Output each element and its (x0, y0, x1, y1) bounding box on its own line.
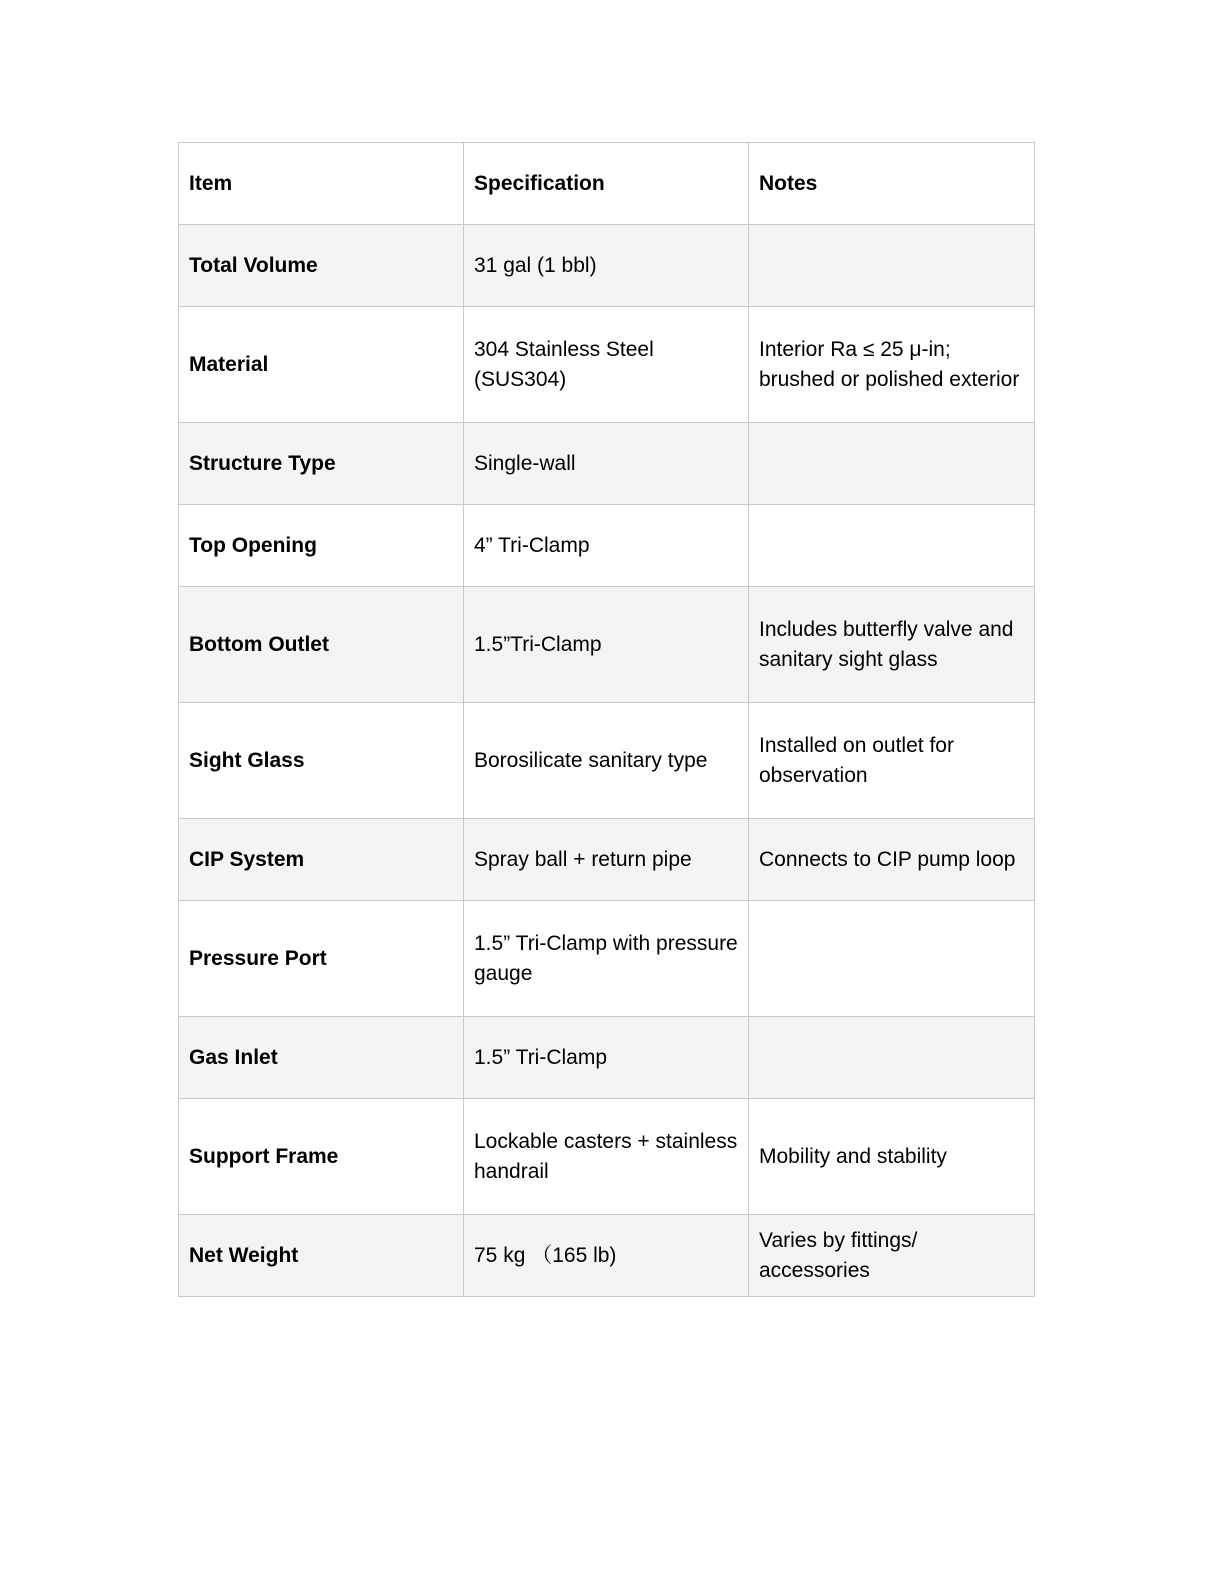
table-row (179, 307, 1035, 423)
item-cell: Sight Glass (179, 703, 464, 819)
table-row (179, 703, 1035, 819)
header-specification: Specification (464, 143, 749, 225)
specification-cell: 1.5” Tri-Clamp with pressure gauge (464, 901, 749, 1017)
item-cell: Material (179, 307, 464, 423)
specification-cell: 304 Stainless Steel (SUS304) (464, 307, 749, 423)
notes-cell: Varies by fittings/ accessories (749, 1215, 1035, 1297)
header-item: Item (179, 143, 464, 225)
specification-cell: 75 kg （165 lb) (464, 1215, 749, 1297)
table-row (179, 225, 1035, 307)
notes-cell (749, 901, 1035, 1017)
table-row (179, 1017, 1035, 1099)
table-row (179, 587, 1035, 703)
table-row (179, 819, 1035, 901)
table-row (179, 901, 1035, 1017)
table-row (179, 505, 1035, 587)
specification-cell: 4” Tri-Clamp (464, 505, 749, 587)
item-cell: Total Volume (179, 225, 464, 307)
item-cell: Pressure Port (179, 901, 464, 1017)
notes-cell: Interior Ra ≤ 25 μ-in; brushed or polished exterior (749, 307, 1035, 423)
spec-table (178, 142, 1035, 1297)
table-row (179, 1215, 1035, 1297)
table-row (179, 423, 1035, 505)
item-cell: Net Weight (179, 1215, 464, 1297)
table-row (179, 1099, 1035, 1215)
table-header-row (179, 143, 1035, 225)
notes-cell (749, 225, 1035, 307)
notes-cell: Connects to CIP pump loop (749, 819, 1035, 901)
item-cell: Structure Type (179, 423, 464, 505)
notes-cell (749, 1017, 1035, 1099)
specification-cell: Borosilicate sanitary type (464, 703, 749, 819)
item-cell: Gas Inlet (179, 1017, 464, 1099)
header-notes: Notes (749, 143, 1035, 225)
specification-cell: Lockable casters + stainless handrail (464, 1099, 749, 1215)
notes-cell (749, 423, 1035, 505)
specification-cell: 1.5”Tri-Clamp (464, 587, 749, 703)
specification-cell: 31 gal (1 bbl) (464, 225, 749, 307)
notes-cell (749, 505, 1035, 587)
item-cell: Support Frame (179, 1099, 464, 1215)
notes-cell: Mobility and stability (749, 1099, 1035, 1215)
notes-cell: Includes butterfly valve and sanitary sight glass (749, 587, 1035, 703)
specification-cell: Spray ball + return pipe (464, 819, 749, 901)
item-cell: CIP System (179, 819, 464, 901)
specification-cell: 1.5” Tri-Clamp (464, 1017, 749, 1099)
specification-cell: Single-wall (464, 423, 749, 505)
item-cell: Top Opening (179, 505, 464, 587)
notes-cell: Installed on outlet for observation (749, 703, 1035, 819)
item-cell: Bottom Outlet (179, 587, 464, 703)
